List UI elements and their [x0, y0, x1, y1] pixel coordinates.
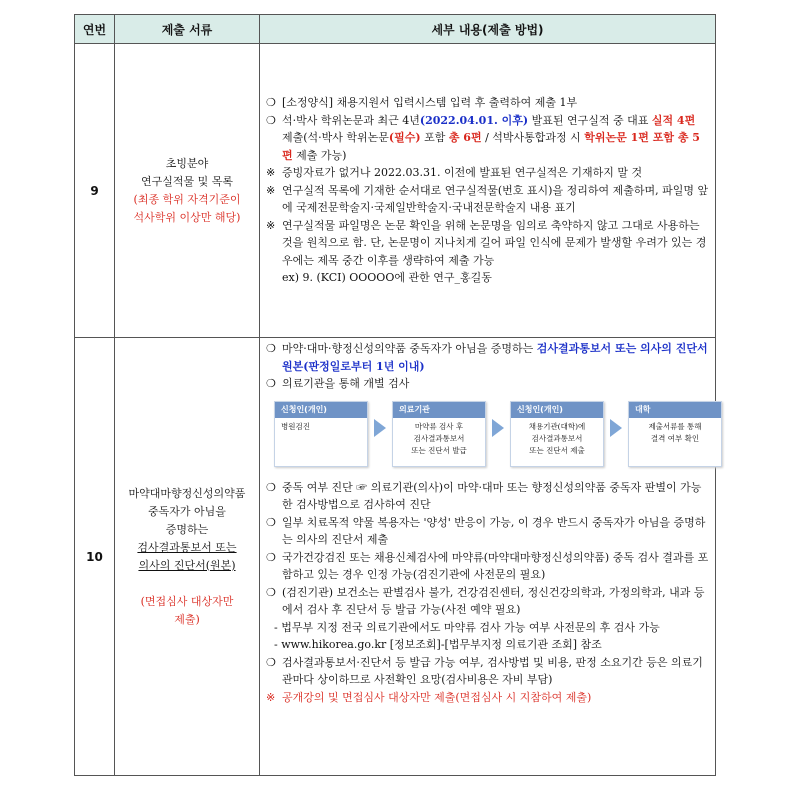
- text-run: 석·박사 학위논문과 최근 4년: [282, 113, 420, 127]
- flow-step-text: 검사결과통보서: [531, 433, 583, 443]
- item-text: 검사결과통보서·진단서 등 발급 가능 여부, 검사방법 및 비용, 판정 소요기간 등은 의료기관마다 상이하므로 사전확인 요망(검사비용은 자비 부담): [282, 655, 703, 686]
- list-item: [266, 112, 709, 165]
- text-run: 마약·대마·향정신성의약품 중독자가 아님을 증명하는: [282, 342, 537, 355]
- text-run: 제출(석·박사 학위논문: [282, 131, 389, 145]
- item-text: [282, 112, 709, 165]
- note-text: 연구실적물 파일명은 논문 확인을 위해 논문명을 임의로 축약하지 않고 그대로 사용하는 것을 원칙으로 함. 단, 논문명이 지나치게 길어 파일 인식에 문제가 발생할 우려가 있는 경우에는 제목 중간 이후를 생략하여 제출 가능: [282, 218, 707, 267]
- doc-cell: [115, 338, 260, 776]
- arrow-right-icon: [492, 419, 504, 437]
- list-item: [266, 654, 709, 689]
- text-run: 포함: [420, 131, 449, 145]
- flow-step: [274, 401, 368, 467]
- count-highlight: 실적 4편: [651, 113, 696, 127]
- doc-line: 검사결과통보서 또는: [137, 540, 237, 554]
- total-highlight: 총 6편: [448, 131, 482, 145]
- text-run: 발표된 연구실적 중 대표: [528, 113, 652, 127]
- sub-item: [266, 619, 709, 637]
- process-flow: [266, 397, 709, 477]
- list-item: [266, 514, 709, 549]
- arrow-right-icon: [374, 419, 386, 437]
- header-detail: 세부 내용(제출 방법): [260, 15, 716, 44]
- note-item: [266, 217, 709, 270]
- doc-note: 제출): [174, 612, 200, 626]
- item-text: (검진기관) 보건소는 판별검사 불가, 건강검진센터, 정신건강의학과, 가정의학과, 내과 등에서 검사 후 진단서 등 발급 가능(사전 예약 필요): [282, 585, 705, 616]
- detail-cell: [260, 44, 716, 338]
- sub-text: - 법무부 지정 전국 의료기관에서도 마약류 검사 가능 여부 사전문의 후 검사 가능: [274, 620, 660, 634]
- circle-bullet-icon: ❍: [266, 342, 276, 355]
- note-item: [266, 689, 709, 707]
- text-run: / 석박사통합과정 시: [481, 131, 585, 145]
- flow-step-head: 신청인(개인): [275, 402, 367, 418]
- item-text: 국가건강검진 또는 채용신체검사에 마약류(마약대마향정신성의약품) 중독 검사 결과를 포함하고 있는 경우 인정 가능(검진기관에 사전문의 필요): [282, 550, 709, 581]
- integrated-highlight: 학위논문 1편 포함 총 5편: [282, 131, 700, 162]
- note-mark-icon: ※: [266, 183, 276, 197]
- list-item: [266, 94, 709, 112]
- table-row: [75, 44, 716, 338]
- circle-bullet-icon: ❍: [266, 550, 276, 564]
- note-item: [266, 182, 709, 217]
- doc-note: (면접심사 대상자만: [140, 594, 234, 608]
- list-item: [266, 549, 709, 584]
- sub-item: [266, 636, 709, 654]
- doc-line: 마약대마향정신성의약품: [128, 486, 246, 500]
- text-run: 제출 가능): [292, 148, 347, 162]
- flow-step-body: [393, 418, 485, 457]
- submission-table: [74, 14, 716, 776]
- period-highlight: (판정일로부터 1년 이내): [303, 359, 425, 373]
- note-mark-icon: ※: [266, 690, 276, 704]
- note-mark-icon: ※: [266, 218, 276, 232]
- flow-step-text: 채용기관(대학)에: [528, 421, 586, 431]
- circle-bullet-icon: ❍: [266, 655, 276, 669]
- required-highlight: (필수): [388, 131, 421, 145]
- doc-highlight: 검사결과통보서 또는 의사의 진단서 원본: [282, 342, 708, 373]
- list-item: [266, 584, 709, 619]
- flow-step-head: 대학: [629, 402, 721, 418]
- doc-line: 연구실적물 및 목록: [140, 174, 233, 188]
- circle-bullet-icon: ❍: [266, 377, 276, 390]
- circle-bullet-icon: ❍: [266, 480, 276, 494]
- example-text: ex) 9. (KCI) OOOOO에 관한 연구_홍길동: [282, 271, 492, 285]
- doc-note: (최종 학위 자격기준이: [133, 192, 241, 206]
- doc-note: 석사학위 이상만 해당): [133, 210, 241, 224]
- flow-step: [628, 401, 722, 467]
- doc-line: 중독자가 아님을: [148, 504, 226, 518]
- list-item: [266, 375, 709, 393]
- flow-step-head: 신청인(개인): [511, 402, 603, 418]
- row-number: 9: [75, 44, 115, 338]
- doc-cell: [115, 44, 260, 338]
- list-item: [266, 479, 709, 514]
- list-item: [266, 340, 709, 375]
- doc-line: 증명하는: [165, 522, 209, 536]
- header-num: 연번: [75, 15, 115, 44]
- note-text: 연구실적 목록에 기재한 순서대로 연구실적물(번호 표시)을 정리하여 제출하며, 파일명 앞에 국제전문학술지·국제일반학술지·국내전문학술지 내용 표기: [282, 183, 709, 215]
- flow-step-text: 결격 여부 확인: [650, 433, 700, 443]
- circle-bullet-icon: ❍: [266, 96, 276, 110]
- item-text: [282, 340, 709, 375]
- table-row: [75, 338, 716, 776]
- item-text: [소정양식] 채용지원서 입력시스템 입력 후 출력하여 제출 1부: [282, 96, 578, 110]
- item-text: 의료기관을 통해 개별 검사: [282, 377, 410, 390]
- flow-step-text: 병원검진: [281, 421, 310, 431]
- circle-bullet-icon: ❍: [266, 113, 276, 127]
- row-number: 10: [75, 338, 115, 776]
- flow-step-text: 검사결과통보서: [413, 433, 465, 443]
- circle-bullet-icon: ❍: [266, 585, 276, 599]
- flow-step-text: 또는 진단서 제출: [529, 445, 585, 455]
- flow-step-body: [511, 418, 603, 457]
- doc-line: 의사의 진단서(원본): [138, 558, 236, 572]
- circle-bullet-icon: ❍: [266, 515, 276, 529]
- sub-text: - www.hikorea.go.kr [정보조회]-[법무부지정 의료기관 조회] 참조: [274, 638, 602, 651]
- note-text: 공개강의 및 면접심사 대상자만 제출(면접심사 시 지참하여 제출): [282, 690, 592, 704]
- flow-step-text: 또는 진단서 발급: [411, 445, 467, 455]
- header-row: [75, 15, 716, 44]
- flow-step-body: [275, 418, 367, 433]
- flow-step-head: 의료기관: [393, 402, 485, 418]
- item-text: 일부 치료목적 약물 복용자는 '양성' 반응이 가능, 이 경우 반드시 중독자가 아님을 증명하는 의사의 진단서 제출: [282, 515, 706, 546]
- example-line: [266, 269, 709, 287]
- document-page: [74, 14, 715, 776]
- note-mark-icon: ※: [266, 166, 276, 180]
- flow-step: [392, 401, 486, 467]
- note-item: [266, 164, 709, 182]
- flow-step-text: 마약류 검사 후: [414, 421, 464, 431]
- flow-step-text: 제출서류를 통해: [648, 421, 702, 431]
- detail-cell: [260, 338, 716, 776]
- doc-line: 초빙분야: [165, 156, 209, 170]
- item-text: 중독 여부 진단 ☞ 의료기관(의사)이 마약·대마 또는 향정신성의약품 중독자 판별이 가능한 검사방법으로 검사하여 진단: [282, 480, 702, 511]
- note-text: 증빙자료가 없거나 2022.03.31. 이전에 발표된 연구실적은 기재하지 말 것: [282, 166, 643, 180]
- arrow-right-icon: [610, 419, 622, 437]
- date-highlight: (2022.04.01. 이후): [419, 113, 529, 127]
- flow-step: [510, 401, 604, 467]
- flow-step-body: [629, 418, 721, 445]
- header-doc: 제출 서류: [115, 15, 260, 44]
